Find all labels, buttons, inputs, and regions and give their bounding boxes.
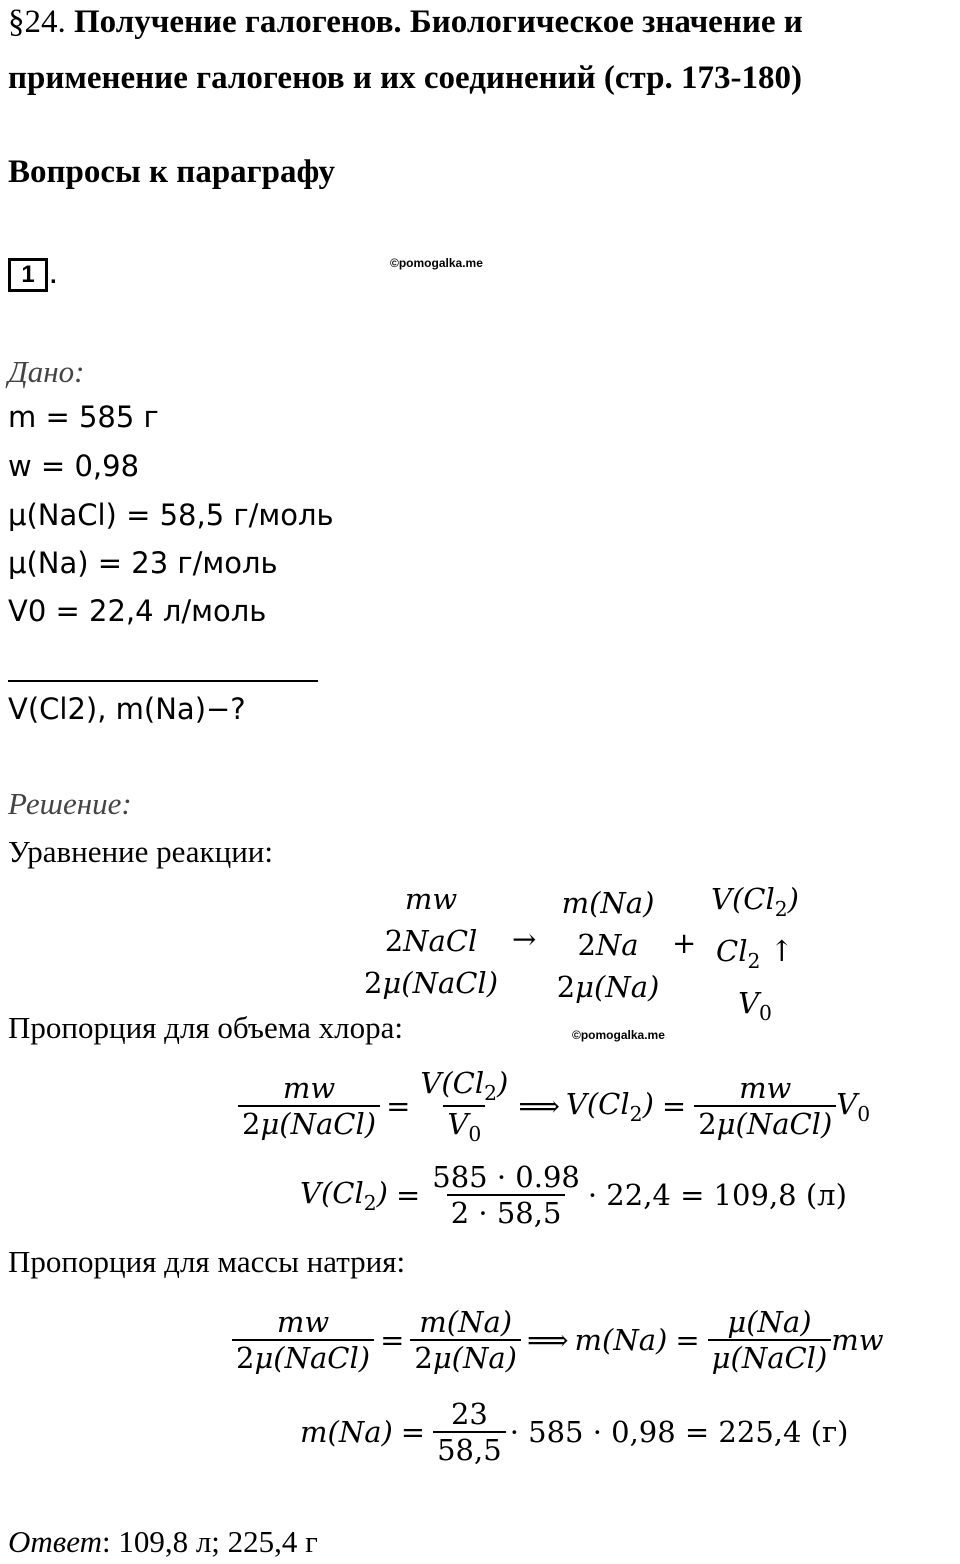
reaction-arrow: → bbox=[512, 922, 537, 956]
task-number-box: 1 bbox=[8, 258, 48, 292]
section-subtitle: Вопросы к параграфу bbox=[8, 154, 336, 190]
chlorine-numerator: 585 · 0.98 bbox=[432, 1160, 580, 1194]
given-label: Дано: bbox=[8, 354, 85, 389]
sodium-numerator: 23 bbox=[450, 1397, 488, 1431]
answer-label: Ответ bbox=[8, 1524, 102, 1559]
chlorine-result: · 22,4 = 109,8 (л) bbox=[587, 1178, 847, 1212]
title-line-1: Получение галогенов. Биологическое значение и bbox=[74, 4, 803, 40]
solution-label: Решение: bbox=[8, 786, 132, 821]
answer-line bbox=[8, 1524, 318, 1560]
given-divider bbox=[8, 680, 318, 682]
given-line-2: w = 0,98 bbox=[8, 449, 140, 483]
answer-value: : 109,8 л; 225,4 г bbox=[101, 1524, 318, 1559]
given-line-1: m = 585 г bbox=[8, 400, 159, 434]
chlorine-denominator: 2 · 58,5 bbox=[447, 1194, 566, 1230]
find-line: V(Cl2), m(Na)−? bbox=[8, 692, 246, 726]
section-number: §24. bbox=[8, 4, 66, 40]
reaction-plus: + bbox=[672, 926, 697, 960]
sodium-result: · 585 · 0,98 = 225,4 (г) bbox=[509, 1415, 849, 1449]
page-title bbox=[8, 0, 803, 106]
task-number-dot: . bbox=[50, 262, 57, 289]
reaction-heading: Уравнение реакции: bbox=[8, 834, 273, 869]
sodium-proportion: $\frac{mw}{\text{2μ(NaCl)}}$ = $\frac{m(Na)}{2\mu(Na)}$ ⟹ m(Na) = $\frac{\mu(Na)}{\text{μ(NaCl)}}$ mw bbox=[232, 1292, 884, 1388]
given-line-3: μ(NaCl) = 58,5 г/моль bbox=[8, 498, 334, 532]
watermark-1: ©pomogalka.me bbox=[390, 256, 483, 270]
chlorine-proportion: $\frac{mw}{\text{2μ(NaCl)}}$ = $\frac{V(Cl_2)}{V_0}$ ⟹ $V(Cl_2)$ = $\frac{mw}{\text{2μ(NaCl)}}$ $V_0$ bbox=[238, 1058, 870, 1154]
sodium-calculation: m(Na) = $\frac{23}{58,5}$ · 585 · 0,98 = 225,4 (г) bbox=[300, 1397, 849, 1467]
given-line-5: V0 = 22,4 л/моль bbox=[8, 594, 267, 628]
title-line-2: применение галогенов и их соединений (стр. 173-180) bbox=[8, 60, 802, 96]
reaction-middle-column: m(Na) 2Na 2μ(Na) bbox=[556, 886, 660, 1004]
reaction-right-column: $V(Cl_2)$ $Cl_2$ ↑ $V_0$ bbox=[711, 882, 799, 1025]
reaction-left-column: mw 2NaCl 2μ(NaCl) bbox=[363, 882, 499, 1000]
sodium-heading: Пропорция для массы натрия: bbox=[8, 1244, 406, 1279]
chlorine-calculation: $V(Cl_2)$ = $\frac{585 \cdot 0.98}{2 \cdot 58,5}$ · 22,4 = 109,8 (л) bbox=[300, 1160, 847, 1230]
chlorine-heading: Пропорция для объема хлора: bbox=[8, 1010, 403, 1045]
watermark-2: ©pomogalka.me bbox=[572, 1028, 665, 1042]
given-line-4: μ(Na) = 23 г/моль bbox=[8, 546, 278, 580]
sodium-denominator: 58,5 bbox=[433, 1431, 506, 1467]
